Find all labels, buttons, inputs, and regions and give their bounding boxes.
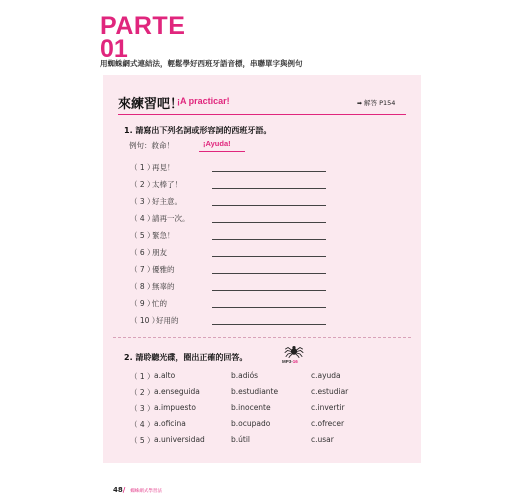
q2-item	[130, 419, 390, 431]
option-c[interactable]: c.usar	[311, 435, 334, 444]
q2-item	[130, 371, 390, 383]
q1-item	[130, 281, 330, 295]
mp3-track-label	[282, 359, 298, 364]
footer-separator: /	[122, 486, 126, 494]
option-b[interactable]: b.útil	[231, 435, 251, 444]
answer-blank[interactable]	[212, 222, 326, 223]
book-title: 蜘蛛網式學習法	[130, 489, 162, 494]
answer-blank[interactable]	[212, 307, 326, 308]
parte-number: 01	[100, 35, 128, 63]
mp3-number: 16	[292, 359, 298, 364]
item-word: 緊急！	[152, 231, 175, 240]
option-a[interactable]: a.universidad	[154, 435, 205, 444]
item-number: （ 1 ）	[130, 163, 155, 172]
q1-item	[130, 213, 330, 227]
option-b[interactable]: b.estudiante	[231, 387, 279, 396]
option-a[interactable]: a.impuesto	[154, 403, 196, 412]
option-c[interactable]: c.invertir	[311, 403, 345, 412]
item-number: （ 8 ）	[130, 282, 155, 291]
item-number: （ 5 ）	[130, 231, 155, 240]
q2-item	[130, 403, 390, 415]
item-number: （ 3 ）	[130, 197, 155, 206]
item-word: 優雅的	[152, 265, 175, 274]
item-number: （ 7 ）	[130, 265, 155, 274]
option-a[interactable]: a.alto	[154, 371, 176, 380]
option-a[interactable]: a.oficina	[154, 419, 186, 428]
practice-subtitle: ¡A practicar!	[177, 96, 230, 106]
item-number: （ 10 ）	[130, 316, 160, 325]
page-header	[100, 12, 186, 63]
spider-icon	[284, 344, 304, 358]
answer-blank[interactable]	[212, 273, 326, 274]
q1-item	[130, 179, 330, 193]
q1-item	[130, 315, 330, 329]
q1-item	[130, 298, 330, 312]
item-number: （ 4 ）	[130, 214, 155, 223]
answer-reference	[357, 98, 395, 107]
item-number: （ 4 ）	[130, 420, 155, 429]
option-a[interactable]: a.enseguida	[154, 387, 200, 396]
q1-item	[130, 247, 330, 261]
q2-item	[130, 435, 390, 447]
item-number: （ 6 ）	[130, 248, 155, 257]
item-word: 忙的	[152, 299, 167, 308]
answer-blank[interactable]	[212, 171, 326, 172]
item-word: 好用的	[156, 316, 179, 325]
item-number: （ 2 ）	[130, 180, 155, 189]
page-number: 48	[113, 486, 123, 494]
answer-blank[interactable]	[212, 239, 326, 240]
item-word: 請再一次。	[152, 214, 190, 223]
answer-blank[interactable]	[212, 290, 326, 291]
item-number: （ 1 ）	[130, 372, 155, 381]
chapter-subtitle: 用蜘蛛網式連結法，輕鬆學好西班牙語音標，串聯單字與例句	[100, 59, 303, 68]
title-divider	[118, 114, 406, 115]
example-answer: ¡Ayuda!	[203, 139, 231, 148]
example-label: 例句：救命！	[129, 141, 174, 150]
q1-item	[130, 196, 330, 210]
page-footer	[113, 477, 162, 496]
option-c[interactable]: c.ofrecer	[311, 419, 345, 428]
item-word: 太棒了！	[152, 180, 182, 189]
answer-blank[interactable]	[212, 205, 326, 206]
option-b[interactable]: b.ocupado	[231, 419, 271, 428]
answer-page-text: 解答 P154	[364, 99, 396, 107]
section-divider	[113, 337, 411, 338]
option-b[interactable]: b.inocente	[231, 403, 271, 412]
option-c[interactable]: c.estudiar	[311, 387, 349, 396]
question-1-heading: 1. 請寫出下列名詞或形容詞的西班牙語。	[124, 126, 272, 135]
item-number: （ 3 ）	[130, 404, 155, 413]
question-2-heading: 2. 請聆聽光碟，圈出正確的回答。	[124, 353, 248, 362]
answer-blank[interactable]	[212, 324, 326, 325]
item-word: 好主意。	[152, 197, 182, 206]
answer-blank[interactable]	[212, 256, 326, 257]
mp3-prefix: MP3-	[282, 359, 293, 364]
q2-item	[130, 387, 390, 399]
item-word: 無辜的	[152, 282, 175, 291]
arrow-right-icon: ➡	[357, 100, 363, 107]
example-underline	[199, 151, 245, 152]
option-b[interactable]: b.adiós	[231, 371, 259, 380]
item-word: 再見！	[152, 163, 175, 172]
option-c[interactable]: c.ayuda	[311, 371, 341, 380]
item-number: （ 9 ）	[130, 299, 155, 308]
q1-item	[130, 162, 330, 176]
practice-title: 來練習吧！	[118, 97, 184, 112]
item-word: 朋友	[152, 248, 167, 257]
answer-blank[interactable]	[212, 188, 326, 189]
parte-label: PARTE	[100, 12, 186, 40]
item-number: （ 5 ）	[130, 436, 155, 445]
item-number: （ 2 ）	[130, 388, 155, 397]
q1-item	[130, 230, 330, 244]
q1-item	[130, 264, 330, 278]
